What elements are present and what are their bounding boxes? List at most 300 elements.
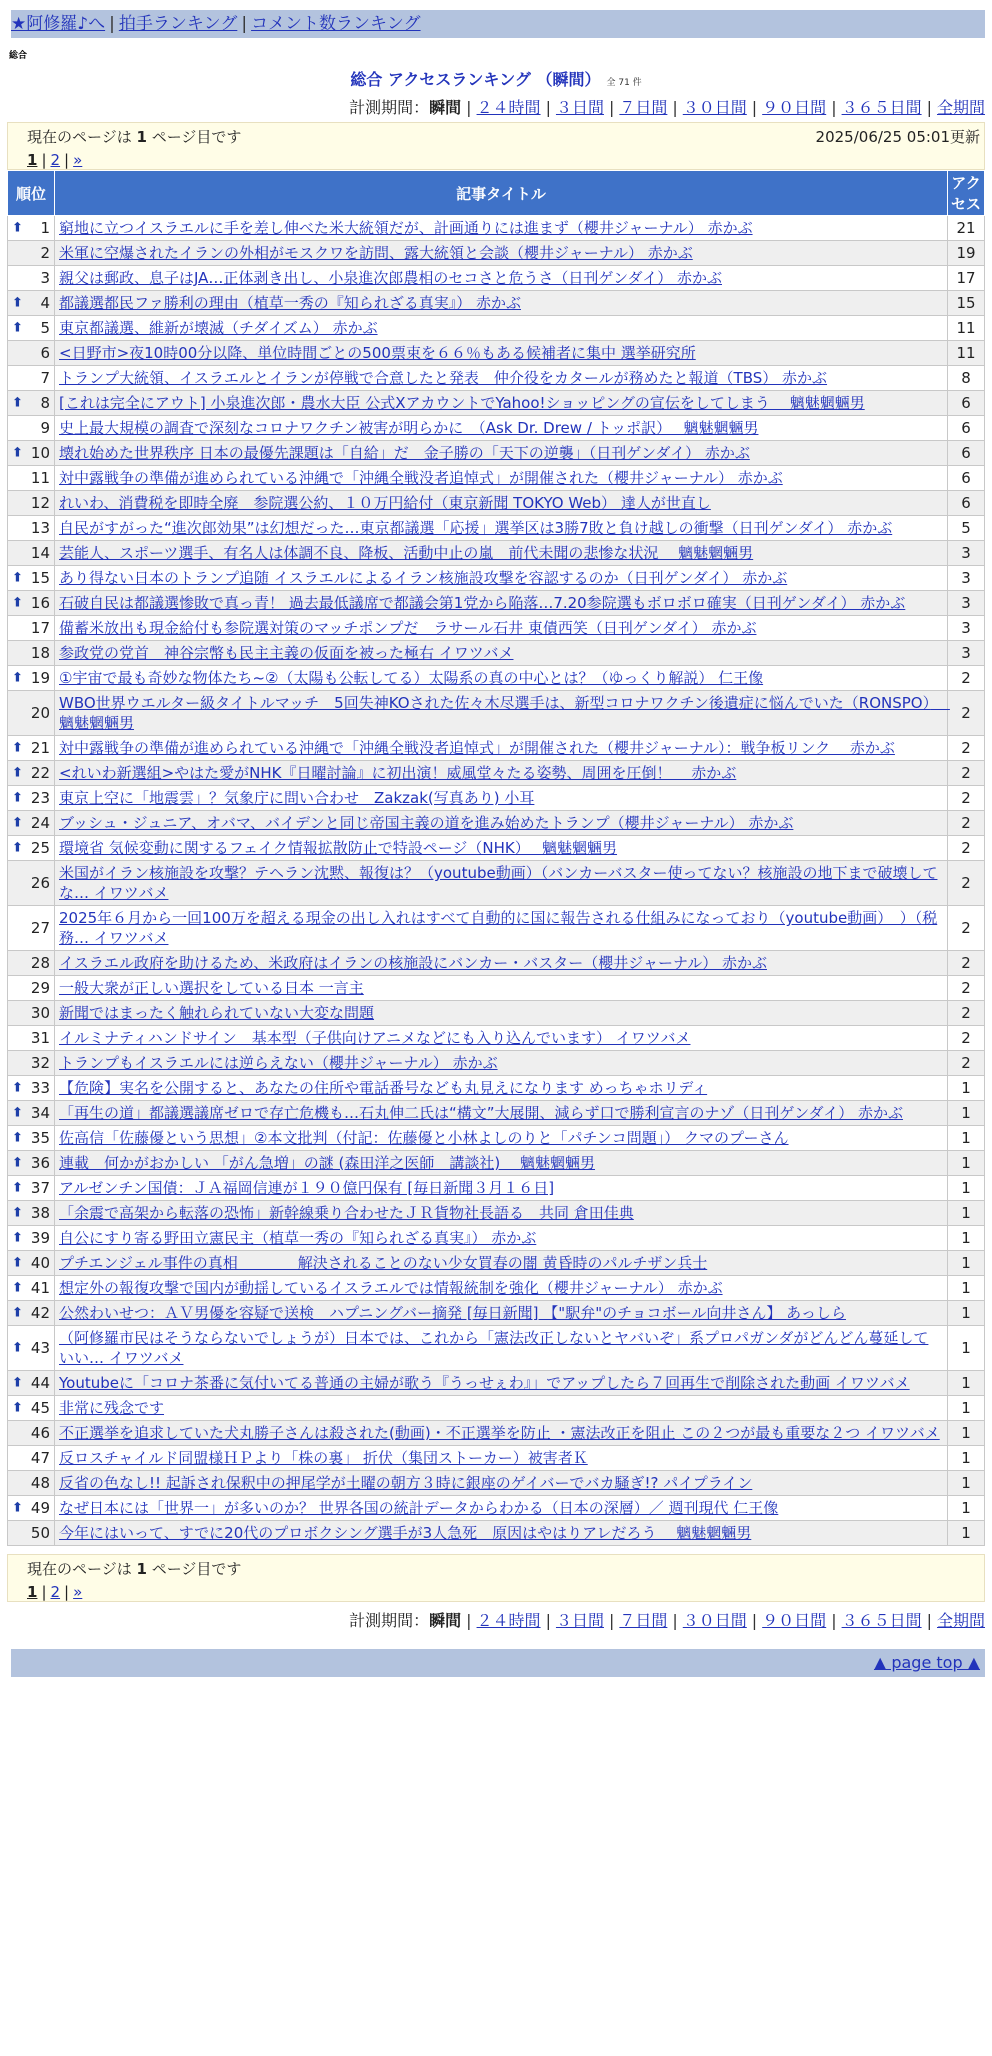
table-row xyxy=(8,861,985,906)
article-title-link[interactable]: <れいわ新選組>やはた愛がNHK『日曜討論』に初出演！威風堂々たる姿勢、周囲を圧倒！ 赤かぶ xyxy=(59,764,737,782)
article-title-link[interactable]: プチエンジェル事件の真相 解決されることのない少女買春の闇 黄昏時のパルチザン兵士 xyxy=(59,1254,708,1272)
table-row xyxy=(8,1371,985,1396)
article-title-link[interactable]: 【危険】実名を公開すると、あなたの住所や電話番号なども丸見えになります めっちゃホリディ xyxy=(59,1079,708,1097)
period-link[interactable]: ７日間 xyxy=(619,1611,668,1630)
article-title-link[interactable]: 「再生の道」都議選議席ゼロで存亡危機も…石丸伸二氏は“構文”大展開、減らず口で勝利宣言のナゾ（日刊ゲンダイ） 赤かぶ xyxy=(59,1104,903,1122)
table-row xyxy=(8,541,985,566)
access-count: 8 xyxy=(948,366,985,391)
table-row xyxy=(8,266,985,291)
title-cell xyxy=(55,1176,948,1201)
table-row xyxy=(8,1421,985,1446)
up-arrow-icon: ⬆ xyxy=(12,295,23,311)
rank-number: 47 xyxy=(30,1449,50,1467)
rank-cell xyxy=(8,1521,55,1546)
pager-link[interactable]: 2 xyxy=(50,1583,61,1601)
up-arrow-icon: ⬆ xyxy=(12,765,23,781)
article-title-link[interactable]: 東京都議選、維新が壊滅（チダイズム） 赤かぶ xyxy=(59,319,378,337)
rank-cell xyxy=(8,976,55,1001)
article-title-link[interactable]: トランプ大統領、イスラエルとイランが停戦で合意したと発表 仲介役をカタールが務めたと報道（TBS） 赤かぶ xyxy=(59,369,828,387)
article-title-link[interactable]: ①宇宙で最も奇妙な物体たち~②（太陽も公転してる）太陽系の真の中心とは？（ゆっくり解説） 仁王像 xyxy=(59,669,764,687)
up-arrow-icon: ⬆ xyxy=(12,395,23,411)
period-separator: | xyxy=(466,1611,472,1630)
table-row xyxy=(8,241,985,266)
rank-number: 31 xyxy=(30,1029,50,1047)
period-link[interactable]: 全期間 xyxy=(936,1611,985,1630)
up-arrow-icon: ⬆ xyxy=(12,320,23,336)
period-link[interactable]: ７日間 xyxy=(619,98,668,117)
rank-header: 順位 xyxy=(8,171,55,216)
access-count: 1 xyxy=(948,1471,985,1496)
up-arrow-icon: ⬆ xyxy=(12,1305,23,1321)
title-cell xyxy=(55,1496,948,1521)
article-title-link[interactable]: 反省の色なし!! 起訴され保釈中の押尾学が土曜の朝方３時に銀座のゲイバーでバカ騒ぎ!? パイプライン xyxy=(59,1474,753,1492)
pager-separator: | xyxy=(41,151,47,169)
table-row xyxy=(8,466,985,491)
period-link[interactable]: ２４時間 xyxy=(476,98,541,117)
rank-number: 3 xyxy=(40,269,50,287)
up-arrow-icon: ⬆ xyxy=(12,815,23,831)
rank-number: 6 xyxy=(40,344,50,362)
period-separator: | xyxy=(608,1611,615,1630)
article-title-link[interactable]: 公然わいせつ：ＡＶ男優を容疑で送検 ハプニングバー摘発 [毎日新聞] 【"駅弁"のチョコボール向井さん】 あっしら xyxy=(59,1304,846,1322)
rank-number: 1 xyxy=(40,219,50,237)
up-arrow-icon: ⬆ xyxy=(12,220,23,236)
access-count: 1 xyxy=(948,1176,985,1201)
rank-number: 30 xyxy=(30,1004,50,1022)
rank-cell xyxy=(8,516,55,541)
period-label: 計測期間： xyxy=(349,1611,430,1630)
article-title-link[interactable]: 非常に残念です xyxy=(59,1399,165,1417)
pager-link: 1 xyxy=(27,1583,38,1601)
up-arrow-icon: ⬆ xyxy=(12,670,23,686)
rank-number: 2 xyxy=(40,244,50,262)
title-cell xyxy=(55,216,948,241)
access-count: 11 xyxy=(948,341,985,366)
rank-cell xyxy=(8,1051,55,1076)
article-title-link[interactable]: （阿修羅市民はそうならないでしょうが）日本では、これから「憲法改正しないとヤバいぞ」系プロパガンダがどんどん蔓延していい… イワツバメ xyxy=(59,1329,929,1367)
rank-number: 29 xyxy=(30,979,50,997)
table-row xyxy=(8,416,985,441)
up-arrow-icon: ⬆ xyxy=(12,1155,23,1171)
article-title-link[interactable]: 不正選挙を追求していた犬丸勝子さんは殺された(動画)・不正選挙を防止 ・憲法改正を阻止 この２つが最も重要な２つ イワツバメ xyxy=(59,1424,940,1442)
article-title-link[interactable]: 連載 何かがおかしい 「がん急増」の謎 (森田洋之医師 講談社) 魑魅魍魎男 xyxy=(59,1154,596,1172)
article-title-link[interactable]: 親父は郵政、息子はJA…正体剥き出し、小泉進次郎農相のセコさと危うさ（日刊ゲンダイ） 赤かぶ xyxy=(59,269,722,287)
rank-number: 34 xyxy=(30,1104,50,1122)
article-title-link[interactable]: 自公にすり寄る野田立憲民主（植草一秀の『知られざる真実』） 赤かぶ xyxy=(59,1229,537,1247)
period-link[interactable]: ９０日間 xyxy=(762,1611,827,1630)
title-cell xyxy=(55,1326,948,1371)
table-row xyxy=(8,1471,985,1496)
access-count: 1 xyxy=(948,1396,985,1421)
table-row xyxy=(8,1201,985,1226)
rank-number: 26 xyxy=(30,874,50,892)
period-link[interactable]: ９０日間 xyxy=(762,98,827,117)
page-top-link[interactable]: ▲ page top ▲ xyxy=(873,1653,980,1672)
article-title-link[interactable]: 「余震で高架から転落の恐怖」新幹線乗り合わせたＪＲ貨物社長語る 共同 倉田佳典 xyxy=(59,1204,634,1222)
access-count: 3 xyxy=(948,591,985,616)
up-arrow-icon: ⬆ xyxy=(12,790,23,806)
article-title-link[interactable]: <日野市>夜10時00分以降、単位時間ごとの500票束を６６％もある候補者に集中 選挙研究所 xyxy=(59,344,696,362)
access-count: 2 xyxy=(948,691,985,736)
article-title-link[interactable]: ブッシュ・ジュニア、オバマ、バイデンと同じ帝国主義の道を進み始めたトランプ（櫻井ジャーナル） 赤かぶ xyxy=(59,814,794,832)
up-arrow-icon: ⬆ xyxy=(12,1080,23,1096)
title-cell xyxy=(55,341,948,366)
rank-cell xyxy=(8,1276,55,1301)
section-label: 総合 xyxy=(9,51,28,61)
article-title-link[interactable]: 米軍に空爆されたイランの外相がモスクワを訪問、露大統領と会談（櫻井ジャーナル） 赤かぶ xyxy=(59,244,693,262)
access-count: 1 xyxy=(948,1151,985,1176)
rank-number: 28 xyxy=(30,954,50,972)
table-row xyxy=(8,441,985,466)
period-separator: | xyxy=(545,1611,551,1630)
period-link[interactable]: ３６５日間 xyxy=(841,1611,922,1630)
rank-cell xyxy=(8,1101,55,1126)
article-title-link[interactable]: トランプもイスラエルには逆らえない（櫻井ジャーナル） 赤かぶ xyxy=(59,1054,498,1072)
article-title-link[interactable]: イルミナティハンドサイン 基本型（子供向けアニメなどにも入り込んでいます） イワツバメ xyxy=(59,1029,691,1047)
rank-cell xyxy=(8,836,55,861)
period-link[interactable]: ２４時間 xyxy=(476,1611,541,1630)
access-count: 21 xyxy=(948,216,985,241)
article-title-link[interactable]: 参政党の党首 神谷宗幣も民主主義の仮面を被った極右 イワツバメ xyxy=(59,644,514,662)
pager-link[interactable]: 2 xyxy=(50,151,61,169)
period-label: 計測期間： xyxy=(349,98,430,117)
title-cell xyxy=(55,1446,948,1471)
article-title-link[interactable]: Youtubeに「コロナ茶番に気付いてる普通の主婦が歌う『うっせぇわ』」でアップしたら７回再生で削除された動画 イワツバメ xyxy=(59,1374,910,1392)
current-page-number: 1 xyxy=(136,128,147,146)
rank-number: 17 xyxy=(30,619,50,637)
article-title-link[interactable]: なぜ日本には「世界一」が多いのか？ 世界各国の統計データからわかる（日本の深層）／ 週刊現代 仁王像 xyxy=(59,1499,779,1517)
access-count: 2 xyxy=(948,1001,985,1026)
rank-number: 24 xyxy=(30,814,50,832)
pager-link[interactable]: » xyxy=(73,151,83,169)
period-link[interactable]: 全期間 xyxy=(936,98,985,117)
top-nav-bar xyxy=(11,10,985,38)
rank-number: 19 xyxy=(30,669,50,687)
period-selector-top xyxy=(0,95,985,118)
period-separator: | xyxy=(608,98,615,117)
up-arrow-icon: ⬆ xyxy=(12,1180,23,1196)
rank-cell xyxy=(8,491,55,516)
rank-cell xyxy=(8,641,55,666)
article-title-link[interactable]: 備蓄米放出も現金給付も参院選対策のマッチポンプだ ラサール石井 東債西笑（日刊ゲンダイ） 赤かぶ xyxy=(59,619,757,637)
access-count: 11 xyxy=(948,316,985,341)
article-title-link[interactable]: 環境省 気候変動に関するフェイク情報拡散防止で特設ページ（NHK） 魑魅魍魎男 xyxy=(59,839,618,857)
rank-cell xyxy=(8,786,55,811)
access-count: 6 xyxy=(948,441,985,466)
access-count: 19 xyxy=(948,241,985,266)
table-row xyxy=(8,291,985,316)
access-count: 2 xyxy=(948,1026,985,1051)
rank-number: 35 xyxy=(30,1129,50,1147)
table-row xyxy=(8,786,985,811)
rank-cell xyxy=(8,1151,55,1176)
table-row xyxy=(8,491,985,516)
up-arrow-icon: ⬆ xyxy=(12,1280,23,1296)
rank-number: 11 xyxy=(30,469,50,487)
rank-cell xyxy=(8,366,55,391)
title-cell xyxy=(55,1026,948,1051)
access-header: アクセス xyxy=(948,171,985,216)
rank-number: 44 xyxy=(30,1374,50,1392)
period-link[interactable]: ３０日間 xyxy=(682,1611,747,1630)
access-count: 2 xyxy=(948,951,985,976)
up-arrow-icon: ⬆ xyxy=(12,740,23,756)
rank-cell xyxy=(8,1446,55,1471)
title-cell xyxy=(55,391,948,416)
title-cell xyxy=(55,861,948,906)
rank-number: 40 xyxy=(30,1254,50,1272)
access-count: 3 xyxy=(948,616,985,641)
title-cell xyxy=(55,316,948,341)
article-title-link[interactable]: 対中露戦争の準備が進められている沖縄で「沖縄全戦没者追悼式」が開催された（櫻井ジャーナル）：戦争板リンク 赤かぶ xyxy=(59,739,895,757)
table-row xyxy=(8,1026,985,1051)
title-cell xyxy=(55,616,948,641)
title-cell xyxy=(55,466,948,491)
rank-number: 42 xyxy=(30,1304,50,1322)
title-cell xyxy=(55,761,948,786)
title-cell xyxy=(55,906,948,951)
rank-number: 7 xyxy=(40,369,50,387)
access-count: 2 xyxy=(948,861,985,906)
title-cell xyxy=(55,516,948,541)
rank-number: 13 xyxy=(30,519,50,537)
table-row xyxy=(8,1496,985,1521)
up-arrow-icon: ⬆ xyxy=(12,595,23,611)
article-title-link[interactable]: 対中露戦争の準備が進められている沖縄で「沖縄全戦没者追悼式」が開催された（櫻井ジャーナル） 赤かぶ xyxy=(59,469,783,487)
article-title-link[interactable]: 佐高信「佐藤優という思想」②本文批判（付記：佐藤優と小林よしのりと「パチンコ問題」） クマのプーさん xyxy=(59,1129,789,1147)
rank-cell xyxy=(8,391,55,416)
access-count: 3 xyxy=(948,541,985,566)
rank-cell xyxy=(8,291,55,316)
table-row xyxy=(8,391,985,416)
rank-number: 39 xyxy=(30,1229,50,1247)
access-count: 1 xyxy=(948,1251,985,1276)
rank-number: 38 xyxy=(30,1204,50,1222)
title-cell xyxy=(55,1521,948,1546)
period-link[interactable]: ３０日間 xyxy=(682,98,747,117)
article-title-link[interactable]: 壊れ始めた世界秩序 日本の最優先課題は「自給」だ 金子勝の「天下の逆襲」（日刊ゲンダイ） 赤かぶ xyxy=(59,444,750,462)
rank-cell xyxy=(8,691,55,736)
table-row xyxy=(8,951,985,976)
title-cell xyxy=(55,1076,948,1101)
table-row xyxy=(8,366,985,391)
table-row xyxy=(8,1176,985,1201)
period-separator: | xyxy=(751,1611,758,1630)
table-row xyxy=(8,836,985,861)
article-title-link[interactable]: 都議選都民ファ勝利の理由（植草一秀の『知られざる真実』） 赤かぶ xyxy=(59,294,521,312)
title-cell xyxy=(55,1421,948,1446)
period-separator: | xyxy=(831,98,837,117)
article-title-link[interactable]: アルゼンチン国債：ＪＡ福岡信連が１９０億円保有 [毎日新聞３月１６日] xyxy=(59,1179,555,1197)
article-title-link[interactable]: 今年にはいって、すでに20代のプロボクシング選手が3人急死 原因はやはりアレだろう 魑魅魍魎男 xyxy=(59,1524,752,1542)
title-header: 記事タイトル xyxy=(55,171,948,216)
up-arrow-icon: ⬆ xyxy=(12,1500,23,1516)
rank-number: 8 xyxy=(40,394,50,412)
footer-bar xyxy=(11,1649,985,1677)
access-count: 1 xyxy=(948,1101,985,1126)
rank-number: 46 xyxy=(30,1424,50,1442)
article-title-link[interactable]: れいわ、消費税を即時全廃 参院選公約、１０万円給付（東京新聞 TOKYO Web） 達人が世直し xyxy=(59,494,711,512)
title-cell xyxy=(55,266,948,291)
rank-number: 10 xyxy=(30,444,50,462)
rank-cell xyxy=(8,1396,55,1421)
access-count: 2 xyxy=(948,1051,985,1076)
period-separator: | xyxy=(672,1611,678,1630)
up-arrow-icon: ⬆ xyxy=(12,570,23,586)
table-row xyxy=(8,761,985,786)
access-count: 1 xyxy=(948,1421,985,1446)
rank-number: 20 xyxy=(30,704,50,722)
rank-cell xyxy=(8,616,55,641)
access-count: 15 xyxy=(948,291,985,316)
nav-home-link[interactable]: ★阿修羅♪へ xyxy=(11,14,106,34)
table-row xyxy=(8,811,985,836)
rank-number: 22 xyxy=(30,764,50,782)
rank-cell xyxy=(8,1226,55,1251)
article-title-link[interactable]: 2025年６月から一回100万を超える現金の出し入れはすべて自動的に国に報告される仕組みになっており（youtube動画） ）（税務… イワツバメ xyxy=(59,909,938,947)
title-cell xyxy=(55,1471,948,1496)
period-link[interactable]: ３日間 xyxy=(555,1611,604,1630)
table-row xyxy=(8,616,985,641)
rank-number: 18 xyxy=(30,644,50,662)
period-current: 瞬間 xyxy=(429,1611,462,1630)
title-cell xyxy=(55,736,948,761)
pagination-top xyxy=(27,151,976,169)
rank-cell xyxy=(8,811,55,836)
up-arrow-icon: ⬆ xyxy=(12,1105,23,1121)
title-cell xyxy=(55,366,948,391)
article-title-link[interactable]: 史上最大規模の調査で深刻なコロナワクチン被害が明らかに （Ask Dr. Drew / トッポ訳） 魑魅魍魎男 xyxy=(59,419,759,437)
access-count: 1 xyxy=(948,1496,985,1521)
rank-number: 4 xyxy=(40,294,50,312)
access-count: 1 xyxy=(948,1446,985,1471)
rank-cell xyxy=(8,861,55,906)
title-cell xyxy=(55,1301,948,1326)
table-row xyxy=(8,976,985,1001)
article-title-link[interactable]: WBO世界ウエルター級タイトルマッチ 5回失神KOされた佐々木尽選手は、新型コロナワクチン後遺症に悩んでいた（RONSPO） 魑魅魍魎男 xyxy=(59,694,950,732)
period-selector-bottom xyxy=(0,1608,985,1631)
nav-applause-ranking-link[interactable]: 拍手ランキング xyxy=(118,14,238,34)
access-count: 2 xyxy=(948,736,985,761)
access-count: 1 xyxy=(948,1371,985,1396)
title-cell xyxy=(55,691,948,736)
access-count: 6 xyxy=(948,466,985,491)
rank-cell xyxy=(8,1001,55,1026)
period-current: 瞬間 xyxy=(429,98,462,117)
table-row xyxy=(8,666,985,691)
article-title-link[interactable]: 新聞ではまったく触れられていない大変な問題 xyxy=(59,1004,375,1022)
table-row xyxy=(8,1101,985,1126)
access-count: 2 xyxy=(948,761,985,786)
pager-separator: | xyxy=(41,1583,47,1601)
table-row xyxy=(8,1151,985,1176)
title-cell xyxy=(55,641,948,666)
table-row xyxy=(8,1301,985,1326)
title-cell xyxy=(55,1151,948,1176)
period-separator: | xyxy=(926,98,932,117)
title-cell xyxy=(55,1276,948,1301)
table-row xyxy=(8,736,985,761)
current-page-text: 現在のページは 1 ページ目です xyxy=(27,128,242,146)
title-cell xyxy=(55,541,948,566)
rank-cell xyxy=(8,566,55,591)
pager-link[interactable]: » xyxy=(73,1583,83,1601)
table-row xyxy=(8,1276,985,1301)
title-cell xyxy=(55,951,948,976)
article-title-link[interactable]: 米国がイラン核施設を攻撃？テヘラン沈黙、報復は？（youtube動画）（バンカーバスター使ってない？核施設の地下まで破壊してな… イワツバメ xyxy=(59,864,938,902)
title-cell xyxy=(55,811,948,836)
rank-cell xyxy=(8,241,55,266)
title-cell xyxy=(55,1226,948,1251)
rank-cell xyxy=(8,761,55,786)
access-count: 1 xyxy=(948,1326,985,1371)
rank-cell xyxy=(8,466,55,491)
period-separator: | xyxy=(545,98,551,117)
access-count: 6 xyxy=(948,391,985,416)
title-cell xyxy=(55,416,948,441)
period-link[interactable]: ３日間 xyxy=(555,98,604,117)
rank-cell xyxy=(8,736,55,761)
rank-number: 25 xyxy=(30,839,50,857)
table-row xyxy=(8,566,985,591)
article-title-link[interactable]: 一般大衆が正しい選択をしている日本 一言主 xyxy=(59,979,364,997)
table-row xyxy=(8,1076,985,1101)
table-row xyxy=(8,641,985,666)
rank-cell xyxy=(8,1371,55,1396)
period-link[interactable]: ３６５日間 xyxy=(841,98,922,117)
rank-cell xyxy=(8,1301,55,1326)
title-cell xyxy=(55,291,948,316)
article-title-link[interactable]: 東京上空に「地震雲」？気象庁に問い合わせ Zakzak(写真あり) 小耳 xyxy=(59,789,535,807)
rank-cell xyxy=(8,951,55,976)
title-cell xyxy=(55,591,948,616)
rank-cell xyxy=(8,1126,55,1151)
article-title-link[interactable]: 石破自民は都議選惨敗で真っ青！ 過去最低議席で都議会第1党から陥落…7.20参院選もボロボロ確実（日刊ゲンダイ） 赤かぶ xyxy=(59,594,906,612)
article-title-link[interactable]: 想定外の報復攻撃で国内が動揺しているイスラエルでは情報統制を強化（櫻井ジャーナル） 赤かぶ xyxy=(59,1279,723,1297)
access-count: 2 xyxy=(948,811,985,836)
title-cell xyxy=(55,1251,948,1276)
up-arrow-icon: ⬆ xyxy=(12,1130,23,1146)
nav-comment-ranking-link[interactable]: コメント数ランキング xyxy=(251,14,421,34)
nav-separator: | xyxy=(241,14,248,34)
table-row xyxy=(8,1326,985,1371)
article-title-link[interactable]: [これは完全にアウト] 小泉進次郎・農水大臣 公式XアカウントでYahoo!ショッピングの宣伝をしてしまう 魑魅魍魎男 xyxy=(59,394,865,412)
access-count: 1 xyxy=(948,1521,985,1546)
table-row xyxy=(8,1126,985,1151)
article-title-link[interactable]: 窮地に立つイスラエルに手を差し伸べた米大統領だが、計画通りには進まず（櫻井ジャーナル） 赤かぶ xyxy=(59,219,753,237)
period-separator: | xyxy=(751,98,758,117)
rank-number: 43 xyxy=(30,1339,50,1357)
title-cell xyxy=(55,976,948,1001)
article-title-link[interactable]: 自民がすがった“進次郎効果”は幻想だった…東京都議選「応援」選挙区は3勝7敗と負け越しの衝撃（日刊ゲンダイ） 赤かぶ xyxy=(59,519,893,537)
pager-link: 1 xyxy=(27,151,38,169)
title-cell xyxy=(55,1201,948,1226)
rank-number: 36 xyxy=(30,1154,50,1172)
table-row xyxy=(8,316,985,341)
table-row xyxy=(8,691,985,736)
access-count: 2 xyxy=(948,976,985,1001)
access-count: 2 xyxy=(948,666,985,691)
title-cell xyxy=(55,241,948,266)
article-title-link[interactable]: あり得ない日本のトランプ追随 イスラエルによるイラン核施設攻撃を容認するのか（日刊ゲンダイ） 赤かぶ xyxy=(59,569,788,587)
table-row xyxy=(8,1001,985,1026)
article-title-link[interactable]: イスラエル政府を助けるため、米政府はイランの核施設にバンカー・バスター（櫻井ジャーナル） 赤かぶ xyxy=(59,954,767,972)
article-title-link[interactable]: 芸能人、スポーツ選手、有名人は体調不良、降板、活動中止の嵐 前代未聞の悲惨な状況 魑魅魍魎男 xyxy=(59,544,754,562)
article-title-link[interactable]: 反ロスチャイルド同盟様ＨＰより「株の裏」 折伏（集団ストーカー）被害者Ｋ xyxy=(59,1449,588,1467)
access-count: 2 xyxy=(948,836,985,861)
pager-separator: | xyxy=(64,151,70,169)
table-row xyxy=(8,1446,985,1471)
